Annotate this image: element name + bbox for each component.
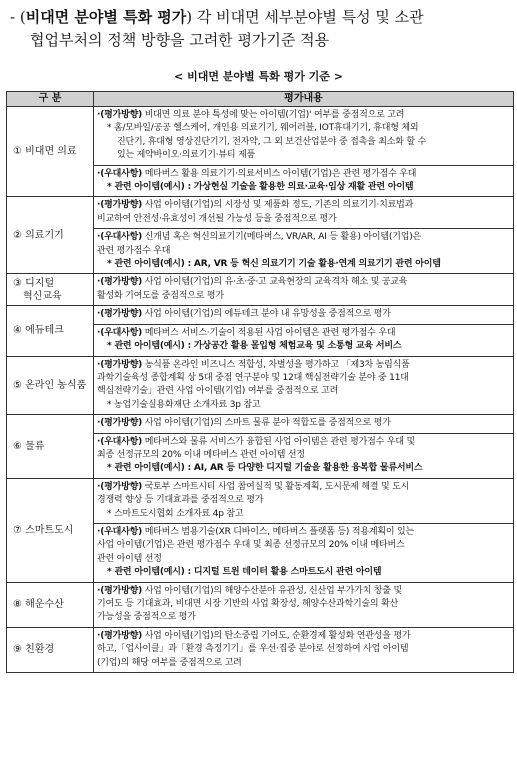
content-label: ·(우대사항) xyxy=(97,232,143,243)
content-line: ·(우대사항) 메타버스 활용 의료기기·의료서비스 아이템(기업)은 관련 평가점수 우대 xyxy=(97,168,417,179)
row-category: ⑥ 물류 xyxy=(7,415,94,479)
content-label: ·(평가방향) xyxy=(97,359,143,370)
evaluation-direction xyxy=(94,306,513,323)
row-content xyxy=(94,478,514,582)
content-label: ·(평가방향) xyxy=(97,630,143,641)
category-line: ③ 디지털 xyxy=(13,277,55,289)
content-line: * 농업기술실용화재단 소개자료 3p 참고 xyxy=(107,399,261,410)
evaluation-direction xyxy=(94,274,513,305)
header-category: 구 분 xyxy=(7,92,94,107)
header-content: 평가내용 xyxy=(94,92,514,107)
content-line: 기여도 등 기대효과, 비대면 시장 기반의 사업 확장성, 해양수산과학기술의 확산 xyxy=(97,599,399,609)
intro-bold-term: 비대면 분야별 특화 평가 xyxy=(25,8,187,26)
content-line: ·(평가방향) 사업 아이템(기업)의 탄소중립 기여도, 순환경제 활성화 연관성을 평가 xyxy=(97,630,411,641)
table-row xyxy=(7,582,514,627)
table-row xyxy=(7,356,514,415)
row-content xyxy=(94,306,514,356)
content-label: ·(우대사항) xyxy=(97,327,143,338)
content-line: ·(평가방향) 비대면 의료 분야 특성에 맞는 아이템(기업)' 여부를 중점적으로 고려 xyxy=(97,110,405,120)
table-header-row xyxy=(7,92,514,107)
content-label: ·(평가방향) xyxy=(97,110,143,120)
intro-line-1 xyxy=(10,6,510,29)
row-content xyxy=(94,274,514,306)
row-content xyxy=(94,582,514,627)
content-label: ·(우대사항) xyxy=(97,168,143,179)
content-line: 가능성을 중점적으로 평가 xyxy=(97,612,196,623)
table-row xyxy=(7,107,514,197)
content-line: 과학기술육성 종합계획 상 5대 중점 연구분야 및 12대 핵심전략기술 분야 중 11대 xyxy=(97,372,409,383)
content-line: * 관련 아이템(예시) : 디지털 트윈 데이터 활용 스마트도시 관련 아이템 xyxy=(107,567,382,578)
content-line: ·(우대사항) 메타버스 서비스·기술이 적용된 사업 아이템은 관련 평가점수 우대 xyxy=(97,327,396,338)
intro-line-2: 협업부처의 정책 방향을 고려한 평가기준 적용 xyxy=(30,31,330,49)
row-category: ⑤ 온라인 농식품 xyxy=(7,356,94,415)
content-line: (기업)의 해당 여부를 중점적으로 고려 xyxy=(97,657,242,668)
content-line: * 관련 아이템(예시) : AR, VR 등 혁신 의료기기 기술 활용·연계 의료기기 관련 아이템 xyxy=(107,259,441,270)
preferential-treatment xyxy=(94,228,513,273)
row-content xyxy=(94,356,514,415)
content-label: ·(평가방향) xyxy=(97,277,143,288)
content-line: * 홈/모바일/공공 헬스케어, 개인용 의료기기, 웨어러블, IOT휴대기기, 휴대형 체외 xyxy=(107,123,419,134)
content-line: ·(평가방향) 사업 아이템(기업)의 에듀테크 분야 내 유망성을 중점적으로 평가 xyxy=(97,309,391,320)
content-line: 관련 아이템 선정 xyxy=(97,553,162,564)
content-line: * 관련 아이템(예시) : 가상현실 기술을 활용한 의료·교육·임상 재활 관련 아이템 xyxy=(107,182,414,193)
content-line: ·(평가방향) 국토부 스마트시티 사업 참여실적 및 활동계획, 도시문제 해결 및 도시 xyxy=(97,481,410,492)
evaluation-direction xyxy=(94,197,513,228)
row-category: ⑨ 친환경 xyxy=(7,627,94,672)
row-content xyxy=(94,107,514,197)
content-line: 경쟁력 향상 등 기대효과를 중점적으로 평가 xyxy=(97,495,264,506)
row-content xyxy=(94,197,514,274)
preferential-treatment xyxy=(94,165,513,197)
content-line: 비교하여 안전성·유효성이 개선될 가능성 등을 중점적으로 평가 xyxy=(97,213,337,224)
content-line: 핵심전략기술」관련 사업 아이템(기업) 여부를 중점적으로 고려 xyxy=(97,386,339,397)
row-category: ⑧ 해운수산 xyxy=(7,582,94,627)
intro-rest: ) 각 비대면 세부분야별 특성 및 소관 xyxy=(186,8,424,26)
preferential-treatment xyxy=(94,433,513,478)
content-line: * 관련 아이템(예시) : AI, AR 등 다양한 디지털 기술을 활용한 융복합 물류서비스 xyxy=(107,463,423,474)
content-line: * 스마트도시협회 소개자료 4p 참고 xyxy=(107,508,244,519)
content-label: ·(평가방향) xyxy=(97,200,143,211)
table-row xyxy=(7,274,514,306)
content-line: 최종 선정규모의 20% 이내 메타버스 관련 아이템 선정 xyxy=(97,449,305,460)
table-row xyxy=(7,478,514,582)
content-line: 있는 제약바이오·의료기기·뷰티 제품 xyxy=(117,150,256,161)
row-content xyxy=(94,627,514,672)
evaluation-direction xyxy=(94,479,513,523)
evaluation-direction xyxy=(94,107,513,165)
content-line: ·(평가방향) 사업 아이템(기업)의 스마트 물류 분야 적합도를 중점적으로 평가 xyxy=(97,418,391,429)
content-line: 활성화 기여도를 중점적으로 평가 xyxy=(97,290,224,301)
content-line: * 관련 아이템(예시) : 가상공간 활용 몰입형 체험교육 및 소통형 교육 서비스 xyxy=(107,341,402,352)
content-label: ·(우대사항) xyxy=(97,436,143,447)
intro-prefix: - ( xyxy=(10,8,26,26)
content-label: ·(평가방향) xyxy=(97,481,143,492)
content-label: ·(평가방향) xyxy=(97,585,143,596)
content-line: 관련 평가점수 우대 xyxy=(97,245,171,256)
evaluation-criteria-table xyxy=(6,91,514,673)
table-row xyxy=(7,197,514,274)
content-line: 하고,「업사이클」과「환경 측정기기」를 우선·집중 분야로 선정하여 사업 아이템 xyxy=(97,644,409,655)
content-line: ·(우대사항) 메타버스와 물류 서비스가 융합된 사업 아이템은 관련 평가점수 우대 및 xyxy=(97,436,415,447)
row-category xyxy=(7,274,94,306)
row-category: ② 의료기기 xyxy=(7,197,94,274)
content-line: ·(평가방향) 농식품 온라인 비즈니스 적합성, 차별성을 평가하고 「제3차 농림식품 xyxy=(97,359,410,370)
content-label: ·(평가방향) xyxy=(97,418,143,429)
table-row xyxy=(7,306,514,356)
content-label: ·(우대사항) xyxy=(97,526,143,537)
intro-paragraph xyxy=(10,6,510,52)
content-line: ·(평가방향) 사업 아이템(기업)의 해양수산분야 유관성, 신산업 부가가치 창출 및 xyxy=(97,585,402,596)
row-content xyxy=(94,415,514,479)
content-label: ·(평가방향) xyxy=(97,309,143,320)
row-category: ⑦ 스마트도시 xyxy=(7,478,94,582)
content-line: 사업 아이템(기업)은 관련 평가점수 우대 및 최종 선정규모의 20% 이내 메타버스 xyxy=(97,540,405,551)
row-category: ④ 에듀테크 xyxy=(7,306,94,356)
content-line: ·(우대사항) 신개념 혹은 혁신의료기기(메타버스, VR/AR, AI 등 활용) 아이템(기업)은 xyxy=(97,232,422,243)
content-line: ·(평가방향) 사업 아이템(기업)의 시장성 및 제품화 정도, 기존의 의료기기·치료법과 xyxy=(97,200,414,211)
table-row xyxy=(7,415,514,479)
content-line: 진단기, 휴대형 영상진단기기, 전자약, 그 외 보건산업분야 중 접촉을 최소화 할 수 xyxy=(117,136,427,147)
evaluation-direction xyxy=(94,628,513,672)
category-line: 혁신교육 xyxy=(23,290,62,302)
evaluation-direction xyxy=(94,357,513,415)
evaluation-direction xyxy=(94,415,513,432)
evaluation-direction xyxy=(94,583,513,627)
row-category: ① 비대면 의료 xyxy=(7,107,94,197)
content-line: ·(평가방향) 사업 아이템(기업)의 유·초·중·고 교육현장의 교육격차 해소 및 공교육 xyxy=(97,277,408,288)
content-line: ·(우대사항) 메타버스 범용기술(XR 디바이스, 메타버스 플랫폼 등) 적용계획이 있는 xyxy=(97,526,414,537)
preferential-treatment xyxy=(94,523,513,582)
table-caption: < 비대면 분야별 특화 평가 기준 > xyxy=(174,70,343,83)
table-row xyxy=(7,627,514,672)
preferential-treatment xyxy=(94,324,513,356)
